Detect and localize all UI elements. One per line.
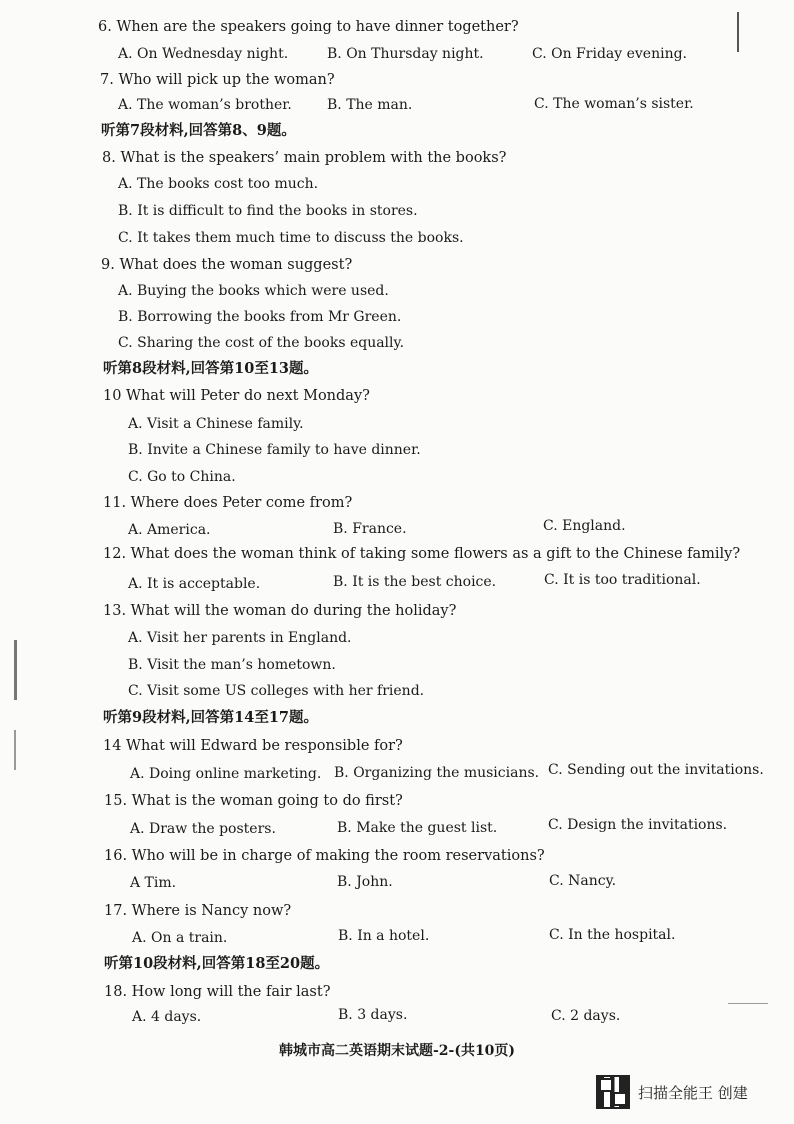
option-12a: A. It is acceptable.	[128, 576, 261, 592]
option-18b: B. 3 days.	[338, 1007, 408, 1023]
option-16a: A Tim.	[130, 875, 177, 891]
question-11: 11. Where does Peter come from?	[103, 495, 353, 511]
option-7b: B. The man.	[327, 97, 413, 113]
option-7c: C. The woman’s sister.	[534, 96, 694, 112]
option-15b: B. Make the guest list.	[337, 820, 498, 836]
option-13c: C. Visit some US colleges with her friend.	[128, 683, 425, 699]
option-14b: B. Organizing the musicians.	[334, 765, 540, 781]
qr-code-icon	[596, 1075, 630, 1109]
option-12b: B. It is the best choice.	[333, 574, 497, 590]
option-9c: C. Sharing the cost of the books equally.	[118, 335, 405, 351]
section-heading-8: 听第8段材料,回答第10至13题。	[103, 360, 318, 377]
option-8b: B. It is difficult to find the books in stores.	[118, 203, 418, 219]
question-7: 7. Who will pick up the woman?	[100, 72, 335, 88]
question-16: 16. Who will be in charge of making the room reservations?	[104, 848, 545, 864]
option-18a: A. 4 days.	[132, 1009, 202, 1025]
question-15: 15. What is the woman going to do first?	[104, 793, 403, 809]
option-6a: A. On Wednesday night.	[118, 46, 289, 62]
option-10b: B. Invite a Chinese family to have dinner.	[128, 442, 421, 458]
scan-mark	[728, 1003, 768, 1004]
page-footer: 韩城市高二英语期末试题-2-(共10页)	[278, 1043, 516, 1059]
option-11b: B. France.	[333, 521, 407, 537]
question-6: 6. When are the speakers going to have dinner together?	[98, 19, 519, 35]
option-17b: B. In a hotel.	[338, 928, 430, 944]
question-13: 13. What will the woman do during the holiday?	[103, 603, 457, 619]
option-10c: C. Go to China.	[128, 469, 236, 485]
option-11a: A. America.	[128, 522, 211, 538]
option-13a: A. Visit her parents in England.	[128, 630, 352, 646]
question-9: 9. What does the woman suggest?	[101, 257, 353, 273]
section-heading-9: 听第9段材料,回答第14至17题。	[103, 709, 318, 726]
option-11c: C. England.	[543, 518, 626, 534]
option-18c: C. 2 days.	[551, 1008, 621, 1024]
option-6b: B. On Thursday night.	[327, 46, 484, 62]
question-12: 12. What does the woman think of taking some flowers as a gift to the Chinese family?	[103, 546, 741, 562]
option-9b: B. Borrowing the books from Mr Green.	[118, 309, 402, 325]
question-10: 10 What will Peter do next Monday?	[103, 388, 370, 404]
option-9a: A. Buying the books which were used.	[118, 283, 389, 299]
option-14a: A. Doing online marketing.	[130, 766, 322, 782]
option-15c: C. Design the invitations.	[548, 817, 728, 833]
option-7a: A. The woman’s brother.	[118, 97, 292, 113]
scan-mark	[14, 730, 16, 770]
option-17c: C. In the hospital.	[549, 927, 676, 943]
option-10a: A. Visit a Chinese family.	[128, 416, 304, 432]
option-17a: A. On a train.	[132, 930, 228, 946]
option-12c: C. It is too traditional.	[544, 572, 701, 588]
section-heading-10: 听第10段材料,回答第18至20题。	[104, 955, 330, 972]
option-14c: C. Sending out the invitations.	[548, 762, 764, 778]
question-8: 8. What is the speakers’ main problem with the books?	[102, 150, 507, 166]
scanner-stamp	[596, 1074, 786, 1110]
option-15a: A. Draw the posters.	[130, 821, 276, 837]
option-16c: C. Nancy.	[549, 873, 617, 889]
question-14: 14 What will Edward be responsible for?	[103, 738, 403, 754]
scan-mark	[14, 640, 17, 700]
stamp-label: 扫描全能王 创建	[638, 1083, 748, 1102]
question-18: 18. How long will the fair last?	[104, 984, 331, 1000]
option-13b: B. Visit the man’s hometown.	[128, 657, 336, 673]
question-17: 17. Where is Nancy now?	[104, 903, 292, 919]
scan-mark	[737, 12, 739, 52]
section-heading-7: 听第7段材料,回答第8、9题。	[101, 122, 296, 139]
option-16b: B. John.	[337, 874, 393, 890]
option-6c: C. On Friday evening.	[532, 46, 688, 62]
option-8c: C. It takes them much time to discuss the books.	[118, 230, 464, 246]
option-8a: A. The books cost too much.	[118, 176, 319, 192]
